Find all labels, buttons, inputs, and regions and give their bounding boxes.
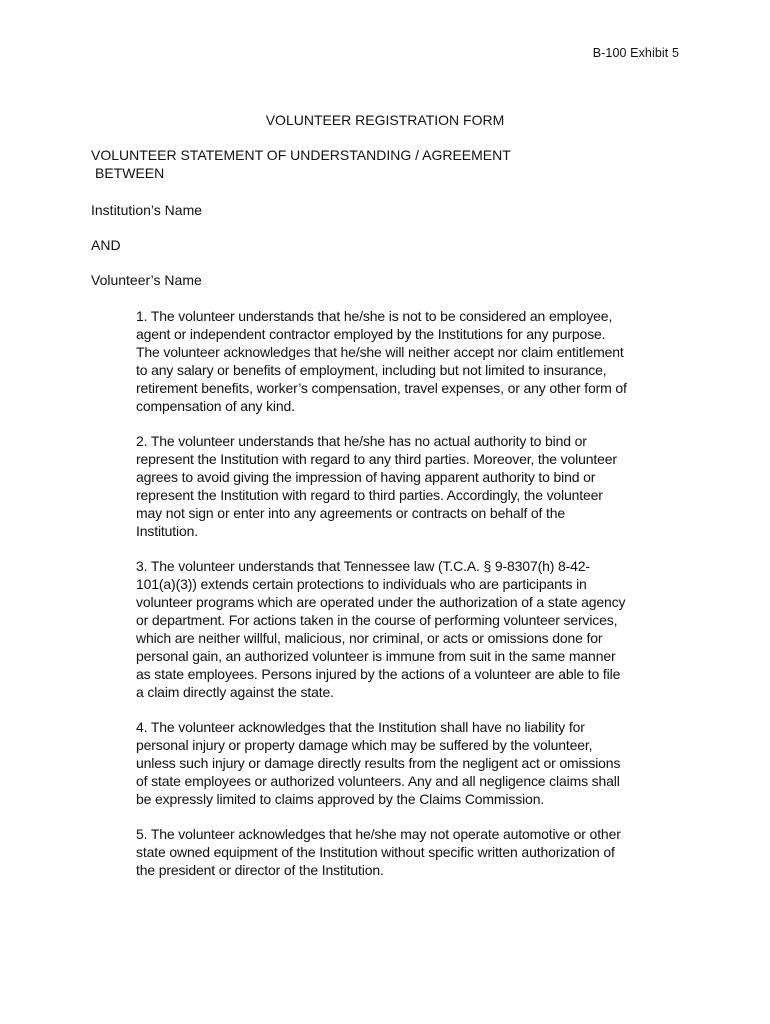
clause-line: as state employees. Persons injured by the actions of a volunteer are able to file bbox=[136, 666, 621, 682]
subtitle-line-1: VOLUNTEER STATEMENT OF UNDERSTANDING / AGREEMENT bbox=[91, 147, 511, 163]
clause-line: 101(a)(3)) extends certain protections to individuals who are participants in bbox=[136, 576, 587, 592]
clause-line: be expressly limited to claims approved by the Claims Commission. bbox=[136, 791, 545, 807]
clause-line: a claim directly against the state. bbox=[136, 684, 334, 700]
clause-line: compensation of any kind. bbox=[136, 398, 295, 414]
clause-line: Institution. bbox=[136, 523, 199, 539]
volunteer-name-label: Volunteer’s Name bbox=[91, 272, 202, 288]
subtitle-line-2: BETWEEN bbox=[95, 165, 165, 181]
clause-4 bbox=[136, 718, 688, 808]
clause-3 bbox=[136, 557, 688, 701]
clause-line: volunteer programs which are operated under the authorization of a state agency bbox=[136, 594, 626, 610]
clause-line: may not sign or enter into any agreements or contracts on behalf of the bbox=[136, 505, 566, 521]
form-title bbox=[0, 112, 770, 128]
clause-line: personal gain, an authorized volunteer is immune from suit in the same manner bbox=[136, 648, 616, 664]
clause-1 bbox=[136, 307, 688, 415]
clause-line: 3. The volunteer understands that Tennessee law (T.C.A. § 9-8307(h) 8-42- bbox=[136, 558, 590, 574]
clause-2 bbox=[136, 432, 688, 540]
clauses-list bbox=[136, 307, 688, 896]
clause-line: 2. The volunteer understands that he/she has no actual authority to bind or bbox=[136, 433, 587, 449]
exhibit-label: B-100 Exhibit 5 bbox=[592, 46, 679, 60]
agreement-subtitle bbox=[91, 146, 691, 182]
clause-line: 1. The volunteer understands that he/she is not to be considered an employee, bbox=[136, 308, 613, 324]
clause-line: the president or director of the Institution. bbox=[136, 862, 384, 878]
clause-line: retirement benefits, worker’s compensation, travel expenses, or any other form of bbox=[136, 380, 627, 396]
clause-line: 4. The volunteer acknowledges that the Institution shall have no liability for bbox=[136, 719, 585, 735]
form-title-text: VOLUNTEER REGISTRATION FORM bbox=[265, 112, 505, 128]
clause-line: to any salary or benefits of employment, including but not limited to insurance, bbox=[136, 362, 607, 378]
and-label: AND bbox=[91, 237, 121, 253]
clause-line: represent the Institution with regard to third parties. Accordingly, the volunteer bbox=[136, 487, 603, 503]
clause-line: which are neither willful, malicious, nor criminal, or acts or omissions done for bbox=[136, 630, 603, 646]
clause-line: agent or independent contractor employed by the Institutions for any purpose. bbox=[136, 326, 606, 342]
clause-line: of state employees or authorized volunteers. Any and all negligence claims shall bbox=[136, 773, 620, 789]
clause-line: unless such injury or damage directly results from the negligent act or omissions bbox=[136, 755, 621, 771]
clause-line: personal injury or property damage which may be suffered by the volunteer, bbox=[136, 737, 593, 753]
clause-line: represent the Institution with regard to any third parties. Moreover, the volunteer bbox=[136, 451, 617, 467]
clause-line: state owned equipment of the Institution without specific written authorization of bbox=[136, 844, 615, 860]
clause-line: 5. The volunteer acknowledges that he/she may not operate automotive or other bbox=[136, 826, 621, 842]
institution-name-label: Institution’s Name bbox=[91, 202, 203, 218]
clause-line: The volunteer acknowledges that he/she will neither accept nor claim entitlement bbox=[136, 344, 624, 360]
clause-5 bbox=[136, 825, 688, 879]
clause-line: agrees to avoid giving the impression of having apparent authority to bind or bbox=[136, 469, 596, 485]
clause-line: or department. For actions taken in the course of performing volunteer services, bbox=[136, 612, 618, 628]
